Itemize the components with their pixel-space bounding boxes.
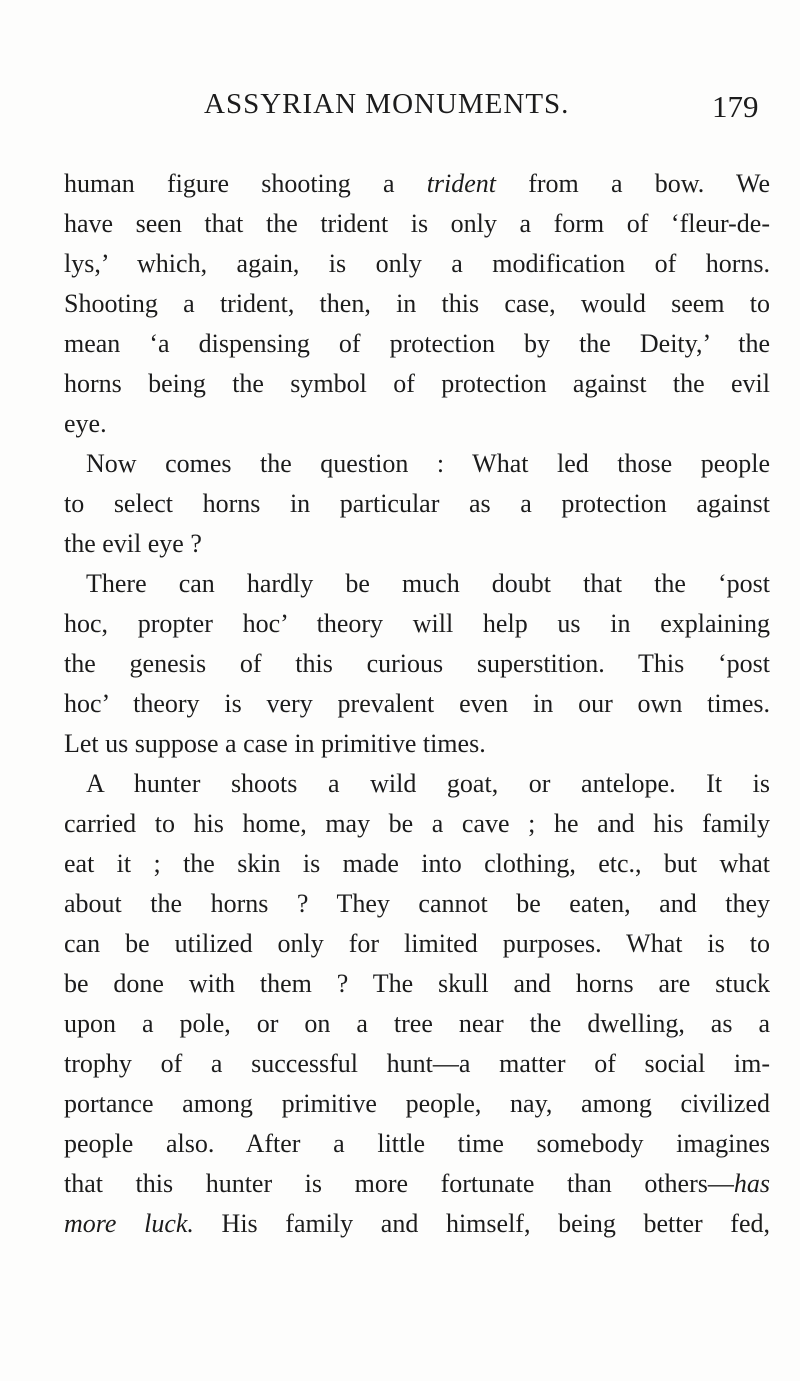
text-line [64, 1004, 770, 1044]
text-line [64, 204, 770, 244]
text-line [64, 564, 770, 604]
text-line [64, 484, 770, 524]
text-line [64, 884, 770, 924]
text-line [64, 364, 770, 404]
text-line [64, 524, 770, 564]
text-run: hoc, propter hoc’ theory will help us in explaining [64, 609, 770, 638]
page-number: 179 [712, 89, 759, 124]
italic-text: trident [426, 169, 497, 198]
text-line [64, 804, 770, 844]
text-run: Let us suppose a case in primitive times. [64, 729, 486, 758]
text-line [64, 164, 770, 204]
text-line [64, 964, 770, 1004]
text-line [64, 1164, 770, 1204]
text-run: mean ‘a dispensing of protection by the Deity,’ the [64, 329, 770, 358]
text-line [64, 924, 770, 964]
paragraph [64, 564, 770, 764]
text-line [64, 604, 770, 644]
text-run: portance among primitive people, nay, among civilized [64, 1089, 770, 1118]
text-line [64, 844, 770, 884]
text-run: about the horns ? They cannot be eaten, and they [64, 889, 770, 918]
text-line [64, 404, 770, 444]
text-run: eat it ; the skin is made into clothing, etc., but what [64, 849, 770, 878]
text-line [64, 444, 770, 484]
running-head-title: ASSYRIAN MONUMENTS. [204, 88, 570, 120]
text-line [64, 1084, 770, 1124]
text-run: upon a pole, or on a tree near the dwelling, as a [64, 1009, 770, 1038]
text-run: eye. [64, 409, 107, 438]
text-line [64, 644, 770, 684]
text-line [64, 1124, 770, 1164]
text-run: Now comes the question : What led those people [86, 449, 770, 478]
text-run: A hunter shoots a wild goat, or antelope. It is [86, 769, 770, 798]
text-run: human figure shooting a [64, 169, 427, 198]
text-line [64, 684, 770, 724]
text-run: hoc’ theory is very prevalent even in our own times. [64, 689, 770, 718]
text-run: the genesis of this curious superstition. This ‘post [64, 649, 770, 678]
text-run: horns being the symbol of protection against the evil [64, 369, 770, 398]
italic-text: has [733, 1169, 770, 1198]
text-run: carried to his home, may be a cave ; he and his family [64, 809, 770, 838]
text-run: His family and himself, being better fed, [193, 1209, 770, 1238]
paragraph [64, 444, 770, 564]
text-run: lys,’ which, again, is only a modification of horns. [64, 249, 770, 278]
body-text [64, 164, 770, 1244]
text-run: that this hunter is more fortunate than others— [64, 1169, 734, 1198]
text-run: to select horns in particular as a protection against [64, 489, 770, 518]
text-run: people also. After a little time somebody imagines [64, 1129, 770, 1158]
text-run: Shooting a trident, then, in this case, would seem to [64, 289, 770, 318]
text-line [64, 324, 770, 364]
text-run: have seen that the trident is only a form of ‘fleur-de- [64, 209, 770, 238]
text-line [64, 724, 770, 764]
paragraph [64, 764, 770, 1244]
paragraph [64, 164, 770, 444]
text-run: can be utilized only for limited purposes. What is to [64, 929, 770, 958]
text-run: from a bow. We [496, 169, 770, 198]
text-line [64, 244, 770, 284]
text-run: There can hardly be much doubt that the ‘post [86, 569, 770, 598]
italic-text: more luck. [64, 1209, 194, 1238]
text-line [64, 1204, 770, 1244]
text-run: be done with them ? The skull and horns are stuck [64, 969, 770, 998]
text-run: the evil eye ? [64, 529, 202, 558]
text-line [64, 764, 770, 804]
text-line [64, 284, 770, 324]
text-run: trophy of a successful hunt—a matter of social im- [64, 1049, 770, 1078]
text-line [64, 1044, 770, 1084]
